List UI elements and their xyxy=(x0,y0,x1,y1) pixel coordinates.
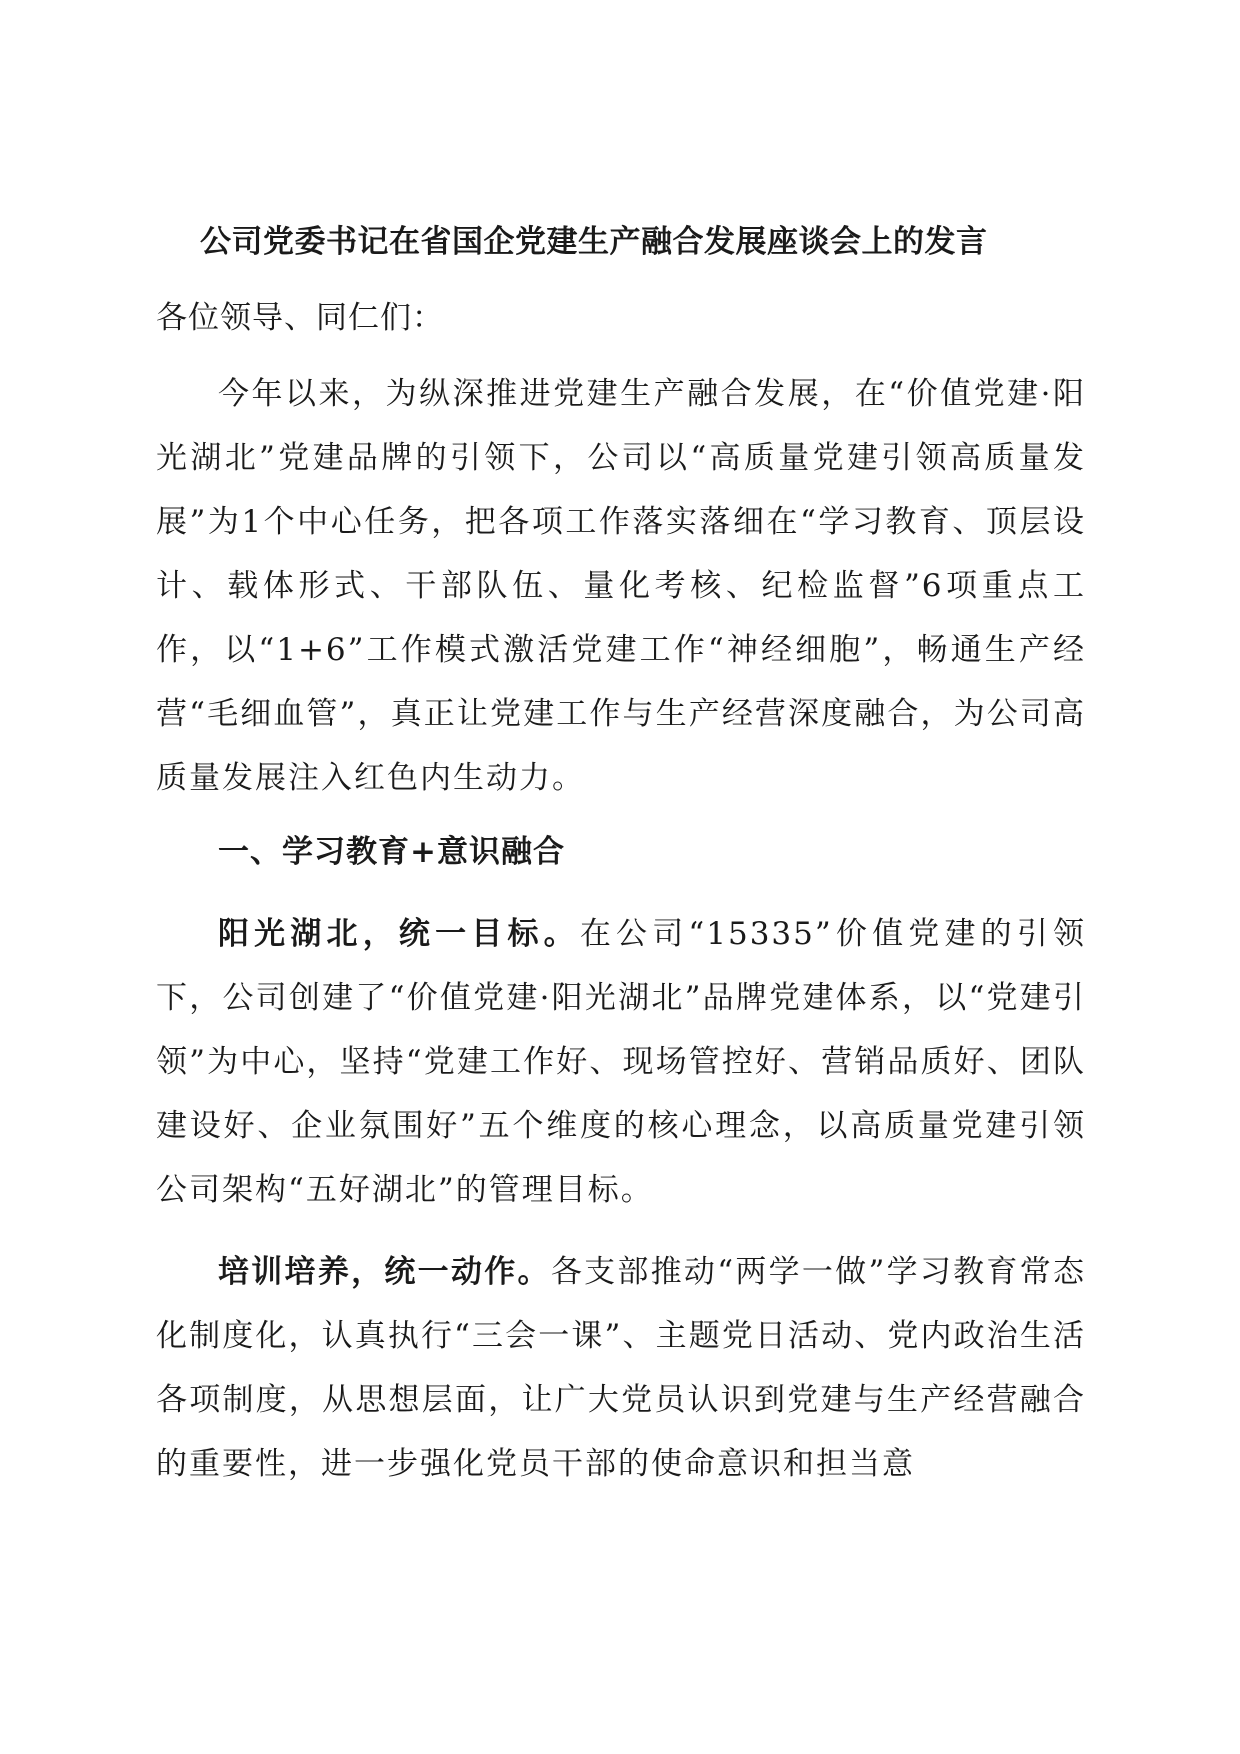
document-body xyxy=(156,222,1086,1496)
paragraph-text: 各支部推动“两学一做”学习教育常态化制度化，认真执行“三会一课”、主题党日活动、党内政治生活各项制度，从思想层面，让广大党员认识到党建与生产经营融合的重要性，进一步强化党员干部的使命意识和担当意 xyxy=(156,1254,1086,1482)
paragraph-unified-goal xyxy=(156,902,1086,1222)
section-heading: 一、学习教育+意识融合 xyxy=(218,834,565,870)
paragraph-unified-action xyxy=(156,1240,1086,1496)
paragraph-text: 在公司“15335”价值党建的引领下，公司创建了“价值党建·阳光湖北”品牌党建体系，以“党建引领”为中心，坚持“党建工作好、现场管控好、营销品质好、团队建设好、企业氛围好”五个维度的核心理念，以高质量党建引领公司架构“五好湖北”的管理目标。 xyxy=(156,916,1086,1208)
document-title: 公司党委书记在省国企党建生产融合发展座谈会上的发言 xyxy=(200,224,988,260)
salutation: 各位领导、同仁们： xyxy=(156,300,444,336)
paragraph-lead: 培训培养，统一动作。 xyxy=(218,1254,551,1290)
intro-paragraph: 今年以来，为纵深推进党建生产融合发展，在“价值党建·阳光湖北”党建品牌的引领下，公司以“高质量党建引领高质量发展”为1个中心任务，把各项工作落实落细在“学习教育、顶层设计、载体形式、干部队伍、量化考核、纪检监督”6项重点工作，以“1+6”工作模式激活党建工作“神经细胞”，畅通生产经营“毛细血管”，真正让党建工作与生产经营深度融合，为公司高质量发展注入红色内生动力。 xyxy=(156,376,1086,796)
paragraph-lead: 阳光湖北，统一目标。 xyxy=(218,916,580,952)
